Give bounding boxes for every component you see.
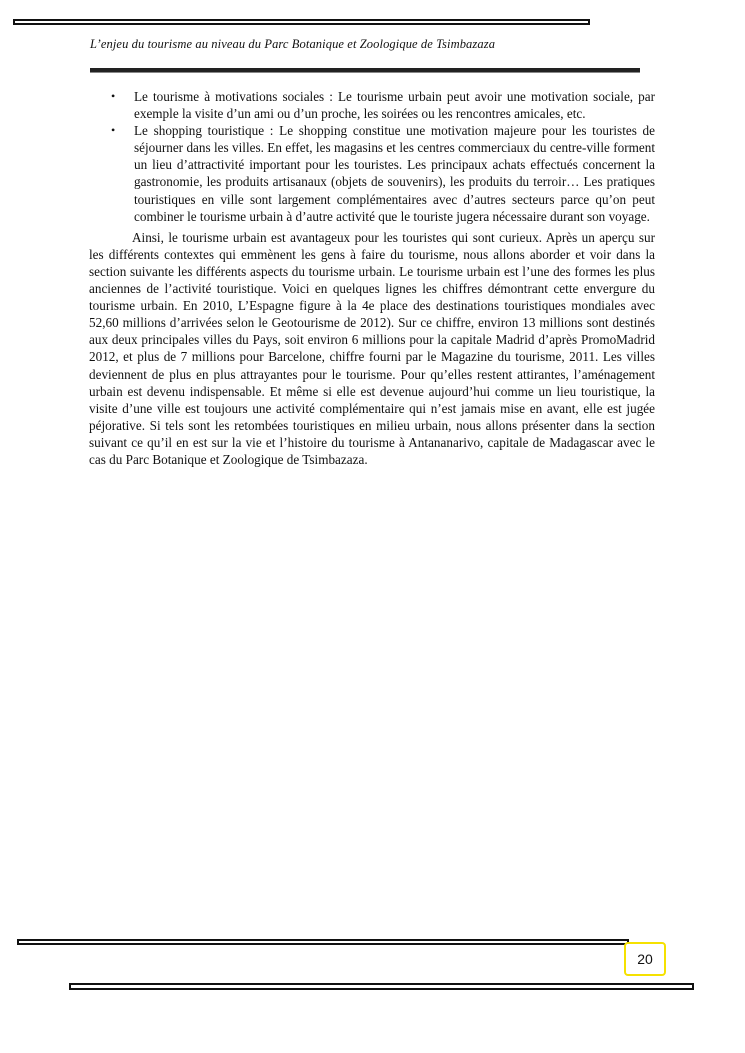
footer-bar-upper [17,939,629,945]
header-rule [90,68,640,72]
page-number: 20 [637,951,653,967]
bullet-text: Le shopping touristique : Le shopping constitue une motivation majeure pour les touristes de séjourner dans les villes. En effet, les magasins et les centres commerciaux du centre-ville forment un lieu d’attractivité important pour les touristes. Les principaux achats effectués concernent la gastronomie, les produits artisanaux (objets de souvenirs), les produits du terroir… Les pratiques touristiques en ville sont largement complémentaires avec d’autres secteurs parce qu’on peut combiner le tourisme urbain à d’autre activité que le touriste jugera nécessaire durant son voyage. [134,123,655,224]
bullet-marker: • [111,89,116,103]
bullet-text: Le tourisme à motivations sociales : Le tourisme urbain peut avoir une motivation sociale, par exemple la visite d’un ami ou d’un proche, les soirées ou les rencontres amicales, etc. [134,89,655,122]
running-header-title: L’enjeu du tourisme au niveau du Parc Botanique et Zoologique de Tsimbazaza [90,37,496,51]
page-number-box [624,942,666,976]
footer-bar-lower [69,983,694,990]
header-top-bar [13,19,590,25]
bullet-list [89,88,655,225]
body-content [89,88,655,468]
list-item [89,88,655,122]
list-item [89,122,655,225]
body-paragraph: Ainsi, le tourisme urbain est avantageux pour les touristes qui sont curieux. Après un aperçu sur les différents contextes qui emmènent les gens à faire du tourisme, nous allons aborder et voir dans la section suivante les différents aspects du tourisme urbain. Le tourisme urbain est l’une des formes les plus anciennes de l’activité touristique. Voici en quelques lignes les chiffres démontrant cette envergure du tourisme urbain. En 2010, L’Espagne figure à la 4e place des destinations touristiques mondiales avec 52,60 millions d’arrivées selon le Geotourisme de 2012). Sur ce chiffre, environ 13 millions sont destinés aux deux principales villes du Pays, soit environ 6 millions pour la capitale Madrid d’après PromoMadrid 2012, et plus de 7 millions pour Barcelone, chiffre fourni par le Magazine du tourisme, 2011. Les villes deviennent de plus en plus attrayantes pour le tourisme. Pour qu’elles restent attirantes, l’aménagement urbain est devenu indispensable. Et même si elle est devenue aujourd’hui comme un lieu touristique, la visite d’une ville est toujours une activité complémentaire qui n’est jamais mise en avant, elle est jugée péjorative. Si tels sont les retombées touristiques en milieu urbain, nous allons présenter dans la section suivant ce qu’il en est sur la vie et l’histoire du tourisme à Antananarivo, capitale de Madagascar avec le cas du Parc Botanique et Zoologique de Tsimbazaza. [89,229,655,467]
bullet-marker: • [111,123,116,138]
